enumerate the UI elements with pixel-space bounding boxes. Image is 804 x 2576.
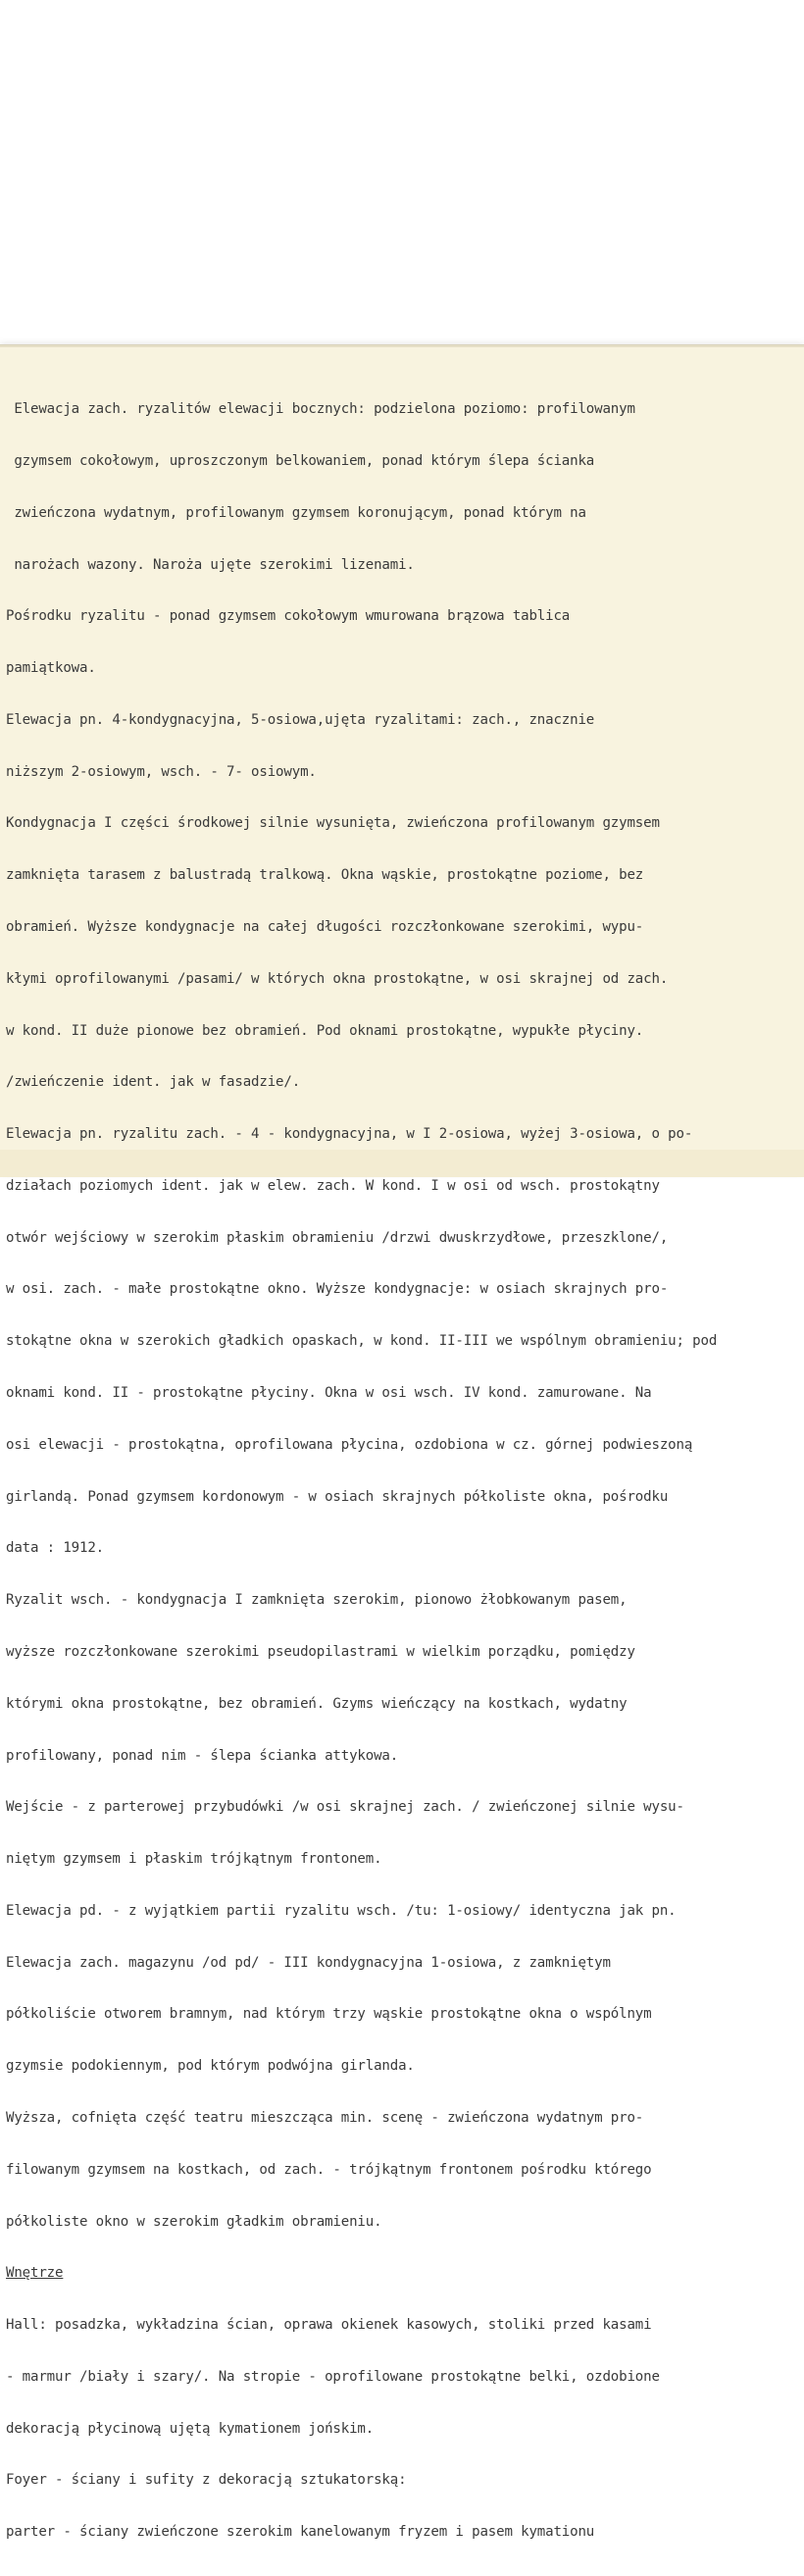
text-line: oknami kond. II - prostokątne płyciny. Okna w osi wsch. IV kond. zamurowane. Na — [6, 1385, 652, 1402]
text-line: Elewacja zach. magazynu /od pd/ - III kondygnacyjna 1-osiowa, z zamkniętym — [6, 1954, 611, 1971]
text-line: Pośrodku ryzalitu - ponad gzymsem cokołowym wmurowana brązowa tablica — [6, 608, 571, 625]
text-line: /zwieńczenie ident. jak w fasadzie/. — [6, 1074, 301, 1091]
text-line: zamknięta tarasem z balustradą tralkową. Okna wąskie, prostokątne poziome, bez — [6, 867, 644, 884]
text-line: narożach wazony. Naroża ujęte szerokimi lizenami. — [6, 556, 415, 573]
blank-upper-area — [0, 0, 804, 345]
text-line: data : 1912. — [6, 1540, 105, 1557]
text-line: gzymsie podokiennym, pod którym podwójna girlanda. — [6, 2058, 415, 2075]
text-line: Kondygnacja I części środkowej silnie wysunięta, zwieńczona profilowanym gzymsem — [6, 815, 660, 832]
text-line: wyższe rozczłonkowane szerokimi pseudopilastrami w wielkim porządku, pomiędzy — [6, 1643, 635, 1660]
text-line: Elewacja pn. 4-kondygnacyjna, 5-osiowa,ujęta ryzalitami: zach., znacznie — [6, 711, 595, 728]
text-line: stokątne okna w szerokich gładkich opaskach, w kond. II-III we wspólnym obramieniu; pod — [6, 1333, 718, 1350]
text-line: pamiątkowa. — [6, 660, 96, 677]
text-line: girlandą. Ponad gzymsem kordonowym - w osiach skrajnych półkoliste okna, pośrodku — [6, 1488, 669, 1505]
typed-text-body — [6, 367, 800, 2576]
text-line: w osi. zach. - małe prostokątne okno. Wyższe kondygnacje: w osiach skrajnych pro- — [6, 1281, 669, 1298]
text-line: działach poziomych ident. jak w elew. zach. W kond. I w osi od wsch. prostokątny — [6, 1177, 660, 1194]
text-line: Wyższa, cofnięta część teatru mieszcząca min. scenę - zwieńczona wydatnym pro- — [6, 2109, 644, 2126]
text-line: osi elewacji - prostokątna, oprofilowana płycina, ozdobiona w cz. górnej podwieszoną — [6, 1436, 693, 1453]
text-line: w kond. II duże pionowe bez obramień. Pod oknami prostokątne, wypukłe płyciny. — [6, 1022, 644, 1039]
text-line: - marmur /biały i szary/. Na stropie - oprofilowane prostokątne belki, ozdobione — [6, 2368, 660, 2385]
section-heading-interior: Wnętrze — [6, 2265, 64, 2282]
text-line: parter - ściany zwieńczone szerokim kanelowanym fryzem i pasem kymationu — [6, 2524, 595, 2541]
text-line: dekoracją płycinową ujętą kymationem jońskim. — [6, 2420, 375, 2437]
text-line: filowanym gzymsem na kostkach, od zach. - trójkątnym frontonem pośrodku którego — [6, 2161, 652, 2178]
page-bottom-band — [0, 1150, 804, 1177]
text-line: niętym gzymsem i płaskim trójkątnym frontonem. — [6, 1851, 382, 1868]
text-line: którymi okna prostokątne, bez obramień. Gzyms wieńczący na kostkach, wydatny — [6, 1695, 628, 1712]
text-line: niższym 2-osiowym, wsch. - 7- osiowym. — [6, 763, 317, 780]
text-line: kłymi oprofilowanymi /pasami/ w których okna prostokątne, w osi skrajnej od zach. — [6, 970, 669, 987]
text-line: zwieńczona wydatnym, profilowanym gzymsem koronującym, ponad którym na — [6, 504, 586, 521]
document-page — [0, 345, 804, 2541]
text-line: Elewacja pn. ryzalitu zach. - 4 - kondygnacyjna, w I 2-osiowa, wyżej 3-osiowa, o po- — [6, 1126, 693, 1143]
text-line: otwór wejściowy w szerokim płaskim obramieniu /drzwi dwuskrzydłowe, przeszklone/, — [6, 1229, 669, 1246]
text-line: Hall: posadzka, wykładzina ścian, oprawa okienek kasowych, stoliki przed kasami — [6, 2317, 652, 2334]
text-line: Foyer - ściany i sufity z dekoracją sztukatorską: — [6, 2472, 407, 2489]
text-line: Elewacja pd. - z wyjątkiem partii ryzalitu wsch. /tu: 1-osiowy/ identyczna jak pn. — [6, 1902, 677, 1919]
text-line: Elewacja zach. ryzalitów elewacji bocznych: podzielona poziomo: profilowanym — [6, 401, 635, 418]
text-line: gzymsem cokołowym, uproszczonym belkowaniem, ponad którym ślepa ścianka — [6, 452, 595, 469]
page-edge — [0, 345, 804, 347]
text-line: profilowany, ponad nim - ślepa ścianka attykowa. — [6, 1747, 399, 1764]
text-line: półkoliste okno w szerokim gładkim obramieniu. — [6, 2213, 382, 2230]
text-line: obramień. Wyższe kondygnacje na całej długości rozczłonkowane szerokimi, wypu- — [6, 919, 644, 935]
text-line: półkoliście otworem bramnym, nad którym trzy wąskie prostokątne okna o wspólnym — [6, 2006, 652, 2023]
text-line: Wejście - z parterowej przybudówki /w osi skrajnej zach. / zwieńczonej silnie wysu- — [6, 1799, 684, 1816]
text-line: Ryzalit wsch. - kondygnacja I zamknięta szerokim, pionowo żłobkowanym pasem, — [6, 1592, 628, 1609]
